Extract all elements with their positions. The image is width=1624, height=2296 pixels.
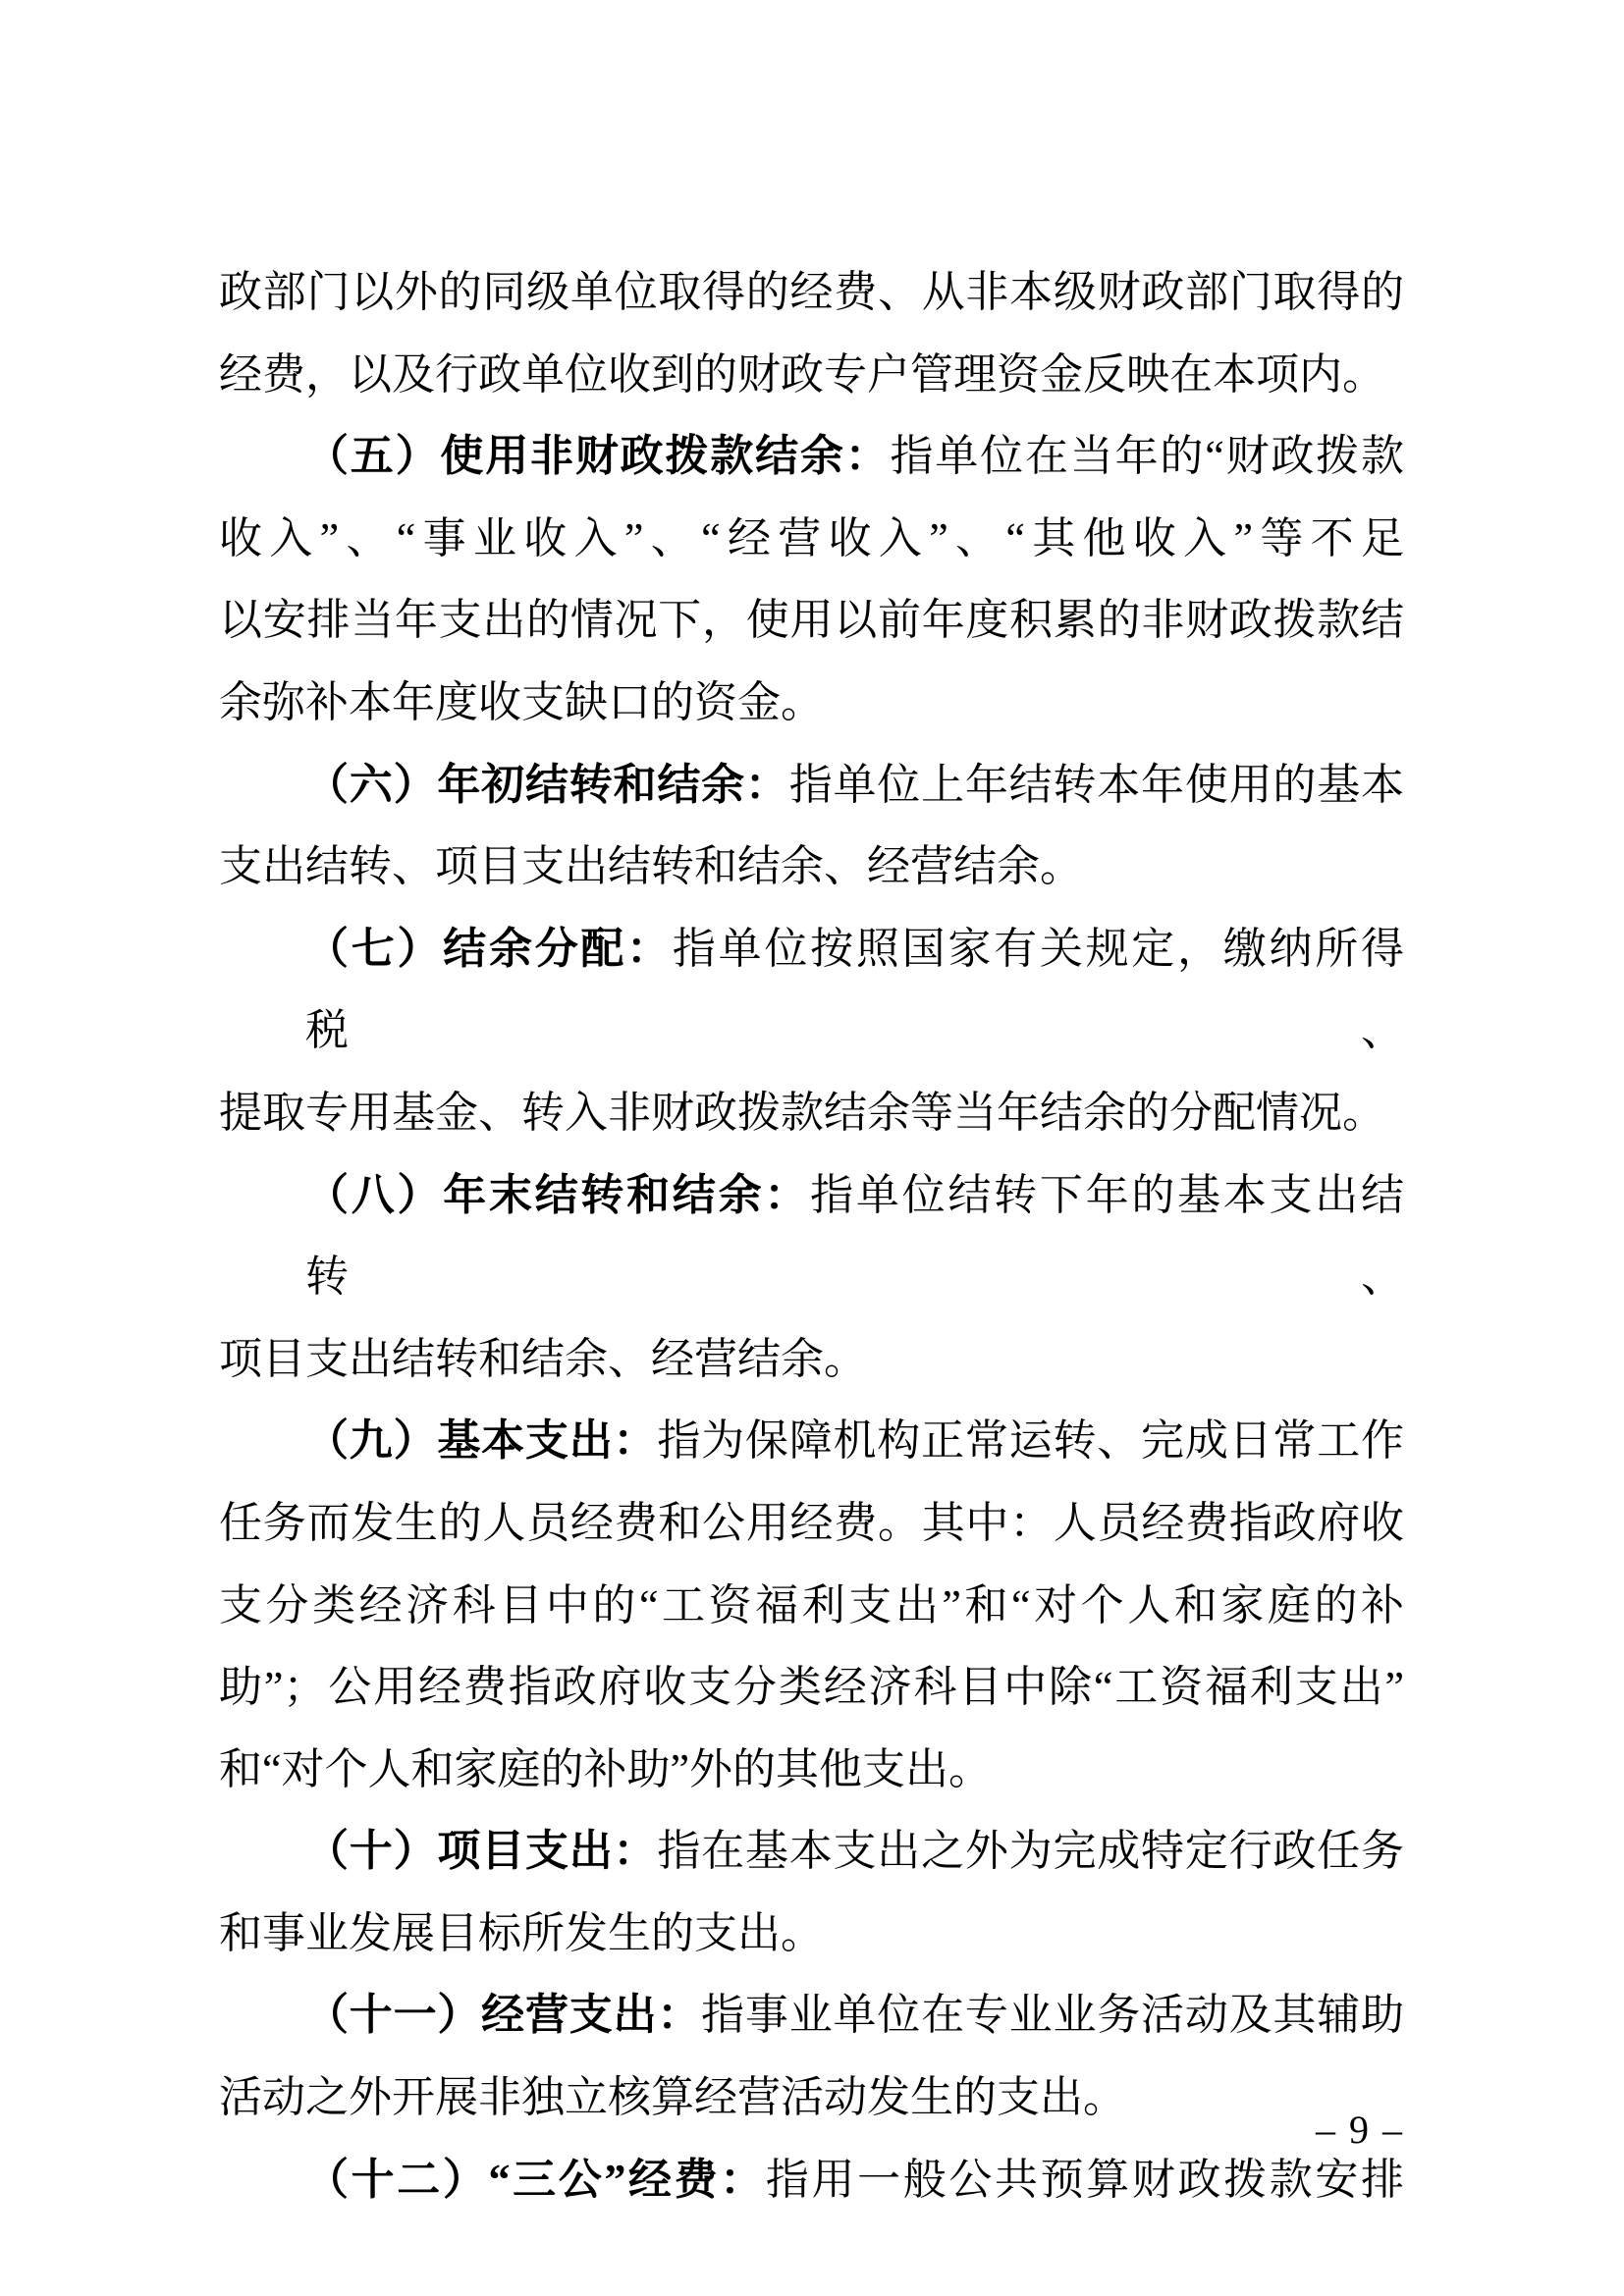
term-label: （十二）“三公”经费： — [305, 2155, 766, 2204]
text-line — [219, 1565, 1404, 1647]
line-text: 指事业单位在专业业务活动及其辅助 — [701, 1991, 1404, 2040]
text-line — [219, 579, 1404, 662]
line-text: 和事业发展目标所发生的支出。 — [219, 1908, 824, 1957]
term-label: （七）结余分配： — [305, 924, 673, 973]
line-text: 政部门以外的同级单位取得的经费、从非本级财政部门取得的 — [219, 268, 1404, 316]
line-text: 指为保障机构正常运转、完成日常工作 — [657, 1416, 1405, 1466]
text-line — [219, 2139, 1404, 2221]
text-line — [219, 1893, 1404, 1975]
line-text: 指单位在当年的“财政拨款 — [890, 432, 1404, 481]
line-text: 项目支出结转和结余、经营结余。 — [219, 1334, 867, 1383]
document-body — [219, 251, 1404, 2220]
text-line — [219, 1646, 1404, 1729]
text-line — [219, 2056, 1404, 2139]
text-line — [219, 826, 1404, 908]
text-line — [219, 1974, 1404, 2056]
term-label: （五）使用非财政拨款结余： — [305, 432, 891, 481]
text-line — [219, 1400, 1404, 1482]
text-line — [219, 744, 1404, 827]
text-line — [219, 1729, 1404, 1811]
page-number: – 9 – — [1316, 2108, 1404, 2152]
term-label: （九）基本支出： — [305, 1416, 658, 1466]
line-text: 活动之外开展非独立核算经营活动发生的支出。 — [219, 2073, 1126, 2122]
term-label: （六）年初结转和结余： — [305, 760, 789, 809]
text-line — [219, 251, 1404, 334]
line-text: 指单位结转下年的基本支出结转、 — [305, 1170, 1405, 1302]
line-text: 助”；公用经费指政府收支分类经济科目中除“工资福利支出” — [219, 1663, 1404, 1712]
line-text: 指单位按照国家有关规定，缴纳所得税、 — [305, 924, 1405, 1055]
text-line — [219, 1810, 1404, 1893]
text-line — [219, 1072, 1404, 1154]
line-text: 和“对个人和家庭的补助”外的其他支出。 — [219, 1744, 993, 1793]
term-label: （八）年末结转和结余： — [305, 1170, 811, 1219]
line-text: 收入”、“事业收入”、“经营收入”、“其他收入”等不足 — [219, 513, 1404, 562]
line-text: 余弥补本年度收支缺口的资金。 — [219, 677, 824, 726]
text-line — [219, 1154, 1404, 1318]
line-text: 任务而发生的人员经费和公用经费。其中：人员经费指政府收 — [219, 1498, 1404, 1547]
line-text: 提取专用基金、转入非财政拨款结余等当年结余的分配情况。 — [219, 1088, 1385, 1137]
line-text: 以安排当年支出的情况下，使用以前年度积累的非财政拨款结 — [219, 596, 1404, 645]
line-text: 支分类经济科目中的“工资福利支出”和“对个人和家庭的补 — [219, 1580, 1404, 1629]
term-label: （十一）经营支出： — [305, 1991, 702, 2040]
text-line — [219, 1318, 1404, 1401]
text-line — [219, 498, 1404, 580]
text-line — [219, 1482, 1404, 1565]
term-label: （十）项目支出： — [305, 1827, 658, 1876]
line-text: 指单位上年结转本年使用的基本 — [788, 760, 1405, 809]
line-text: 指在基本支出之外为完成特定行政任务 — [657, 1827, 1405, 1876]
text-line — [219, 908, 1404, 1072]
line-text: 指用一般公共预算财政拨款安排 — [765, 2155, 1404, 2204]
text-line — [219, 662, 1404, 744]
line-text: 经费，以及行政单位收到的财政专户管理资金反映在本项内。 — [219, 349, 1385, 399]
line-text: 支出结转、项目支出结转和结余、经营结余。 — [219, 842, 1083, 891]
text-line — [219, 334, 1404, 416]
text-line — [219, 415, 1404, 498]
